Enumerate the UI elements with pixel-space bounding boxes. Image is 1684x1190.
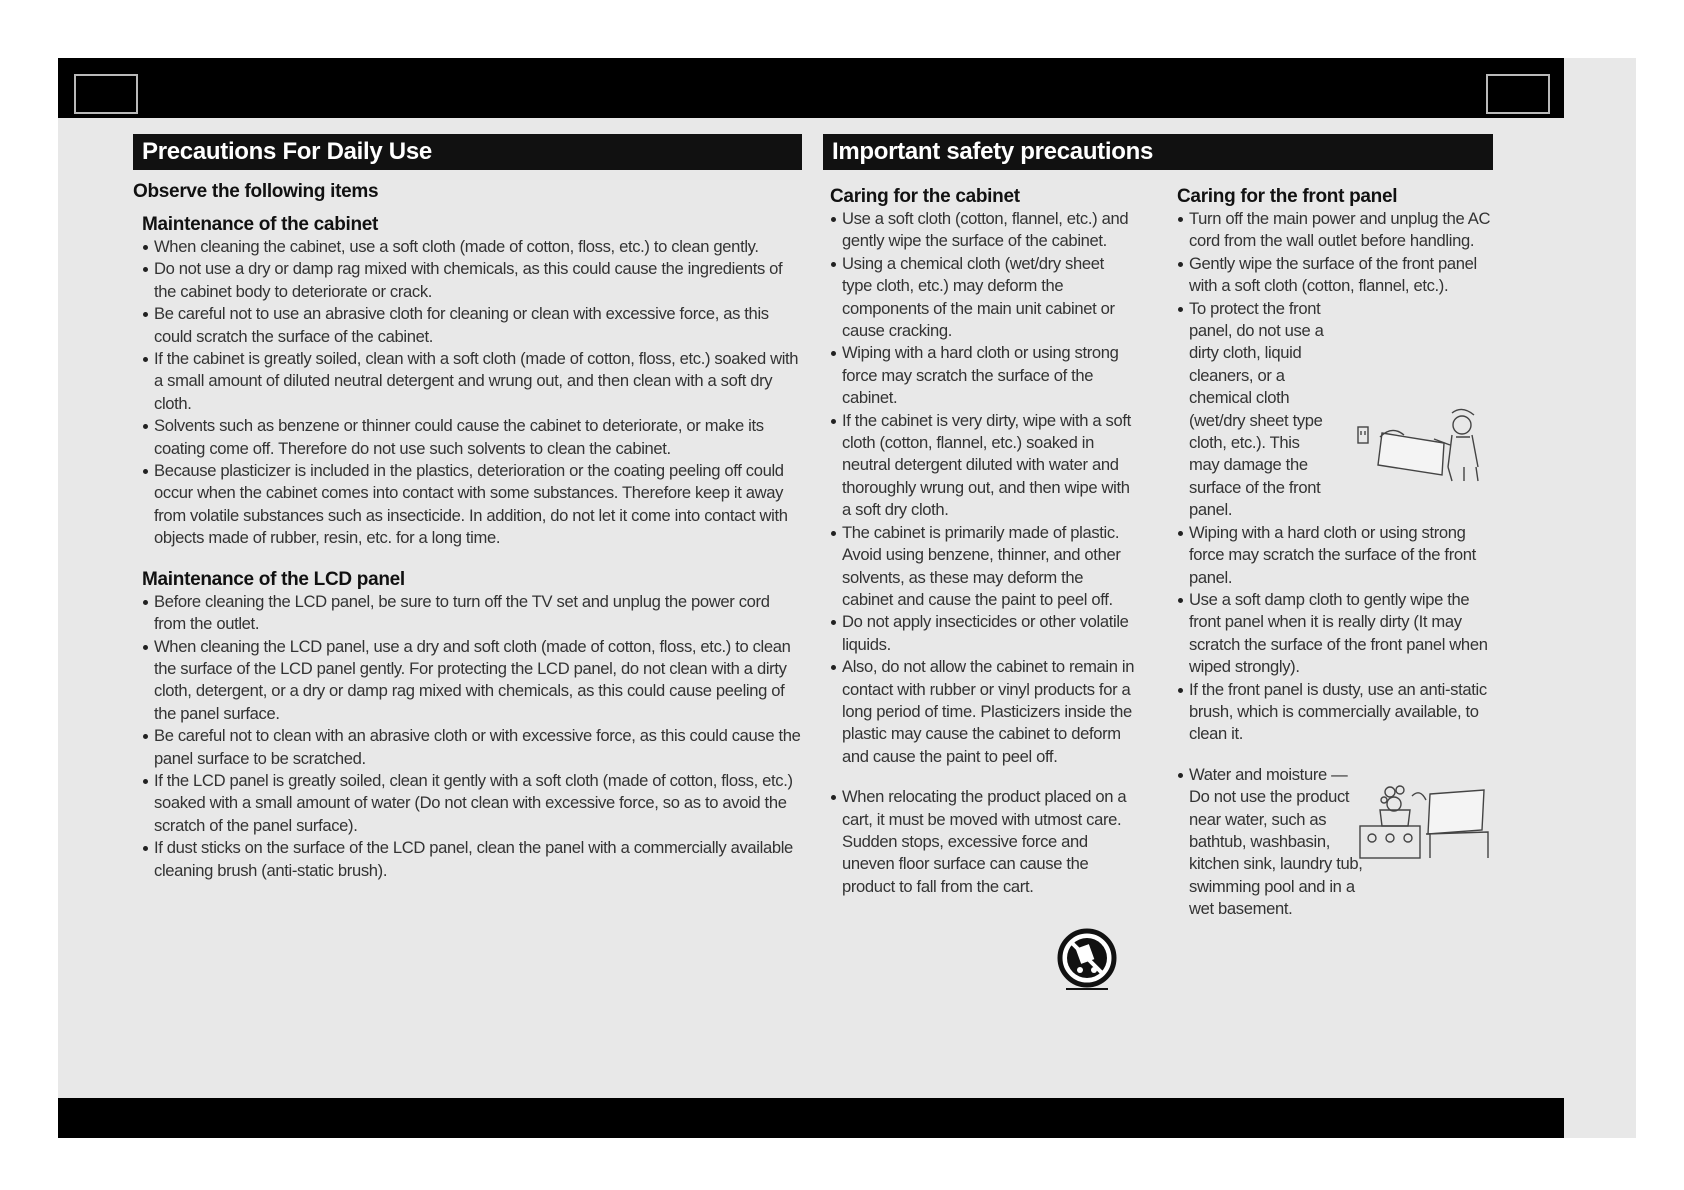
front-panel-heading: Caring for the front panel bbox=[1177, 186, 1398, 207]
cabinet-maintenance-heading: Maintenance of the cabinet bbox=[142, 214, 379, 235]
lcd-maintenance-list bbox=[142, 591, 803, 882]
cabinet-care-list bbox=[830, 208, 1135, 768]
list-item: To protect the front panel, do not use a dirty cloth, liquid cleaners, or a chemical cloth (wet/dry sheet type cloth, etc.). This may damage the surface of the front panel. bbox=[1177, 298, 1497, 522]
observe-heading: Observe the following items bbox=[133, 181, 379, 202]
cabinet-maintenance-list bbox=[142, 236, 803, 550]
daily-use-column bbox=[133, 180, 803, 882]
list-item: Using a chemical cloth (wet/dry sheet type cloth, etc.) may deform the components of the main unit cabinet or cause cracking. bbox=[830, 253, 1135, 343]
list-item: If the front panel is dusty, use an anti-static brush, which is commercially available, to clean it. bbox=[1177, 679, 1497, 746]
list-item: When cleaning the cabinet, use a soft cloth (made of cotton, floss, etc.) to clean gently. bbox=[142, 236, 803, 258]
list-item: If the cabinet is very dirty, wipe with a soft cloth (cotton, flannel, etc.) soaked in neutral detergent diluted with water and thoroughly wrung out, and then wipe with a soft dry cloth. bbox=[830, 410, 1135, 522]
list-item: If the LCD panel is greatly soiled, clean it gently with a soft cloth (made of cotton, floss, etc.) soaked with a small amount of water (Do not clean with excessive force, so as to avoid the scratch of the panel surface). bbox=[142, 770, 803, 837]
bottom-bar bbox=[58, 1098, 1564, 1138]
list-item: Do not apply insecticides or other volatile liquids. bbox=[830, 611, 1135, 656]
list-item: If dust sticks on the surface of the LCD panel, clean the panel with a commercially available cleaning brush (anti-static brush). bbox=[142, 837, 803, 882]
cart-warning-item bbox=[830, 786, 1135, 898]
list-item: The cabinet is primarily made of plastic. Avoid using benzene, thinner, and other solvents, as these may deform the cabinet and cause the paint to peel off. bbox=[830, 522, 1135, 612]
top-bar bbox=[58, 58, 1564, 118]
section-header-safety: Important safety precautions bbox=[823, 134, 1493, 170]
list-item: If the cabinet is greatly soiled, clean with a soft cloth (made of cotton, floss, etc.) soaked with a small amount of diluted neutral detergent and wrung out, and then clean with a soft dry cloth. bbox=[142, 348, 803, 415]
list-item: Use a soft cloth (cotton, flannel, etc.) and gently wipe the surface of the cabinet. bbox=[830, 208, 1135, 253]
cart-warning-list bbox=[830, 786, 1135, 898]
list-item: When cleaning the LCD panel, use a dry and soft cloth (made of cotton, floss, etc.) to clean the surface of the LCD panel gently. For protecting the LCD panel, do not clean with a dirty cloth, detergent, or a dry or damp rag mixed with chemicals, as this could cause peeling of the panel surface. bbox=[142, 636, 803, 726]
cart-tipover-warning-icon bbox=[1056, 928, 1118, 992]
list-item: Wiping with a hard cloth or using strong force may scratch the surface of the cabinet. bbox=[830, 342, 1135, 409]
page-marker-right bbox=[1486, 74, 1550, 114]
water-hazard-illustration bbox=[1350, 782, 1492, 860]
list-item: Also, do not allow the cabinet to remain in contact with rubber or vinyl products for a long period of time. Plasticizers inside the plastic may cause the cabinet to deform and cause the paint to peel off. bbox=[830, 656, 1135, 768]
list-item: Because plasticizer is included in the plastics, deterioration or the coating peeling off could occur when the cabinet comes into contact with some substances. Therefore keep it away from volatile substances such as insecticide. In addition, do not let it come into contact with objects made of rubber, resin, etc. for a long time. bbox=[142, 460, 803, 550]
section-header-daily-use: Precautions For Daily Use bbox=[133, 134, 802, 170]
page-marker-left bbox=[74, 74, 138, 114]
list-item: Before cleaning the LCD panel, be sure to turn off the TV set and unplug the power cord from the outlet. bbox=[142, 591, 803, 636]
list-item: Use a soft damp cloth to gently wipe the front panel when it is really dirty (It may scratch the surface of the front panel when wiped strongly). bbox=[1177, 589, 1497, 679]
cabinet-care-heading: Caring for the cabinet bbox=[830, 186, 1020, 207]
lcd-maintenance-heading: Maintenance of the LCD panel bbox=[142, 568, 405, 590]
list-item: Turn off the main power and unplug the AC cord from the wall outlet before handling. bbox=[1177, 208, 1497, 253]
panel-cleaning-illustration bbox=[1352, 405, 1487, 485]
list-item: Be careful not to clean with an abrasive cloth or with excessive force, as this could cause the panel surface to be scratched. bbox=[142, 725, 803, 770]
cabinet-care-column bbox=[830, 185, 1135, 898]
list-item: Be careful not to use an abrasive cloth for cleaning or clean with excessive force, as this could scratch the surface of the cabinet. bbox=[142, 303, 803, 348]
list-item: Gently wipe the surface of the front panel with a soft cloth (cotton, flannel, etc.). bbox=[1177, 253, 1497, 298]
cart-warning-text: When relocating the product placed on a cart, it must be moved with utmost care. Sudden stops, excessive force and uneven floor surface can cause the product to fall from the cart. bbox=[842, 787, 1127, 896]
list-item: Wiping with a hard cloth or using strong force may scratch the surface of the front panel. bbox=[1177, 522, 1497, 589]
list-item: Do not use a dry or damp rag mixed with chemicals, as this could cause the ingredients of the cabinet body to deteriorate or crack. bbox=[142, 258, 803, 303]
water-warning-text: Water and moisture — Do not use the product near water, such as bathtub, washbasin, kitchen sink, laundry tub, swimming pool and in a wet basement. bbox=[1189, 764, 1363, 919]
list-item: Solvents such as benzene or thinner could cause the cabinet to deteriorate, or make its coating come off. Therefore do not use such solvents to clean the cabinet. bbox=[142, 415, 803, 460]
